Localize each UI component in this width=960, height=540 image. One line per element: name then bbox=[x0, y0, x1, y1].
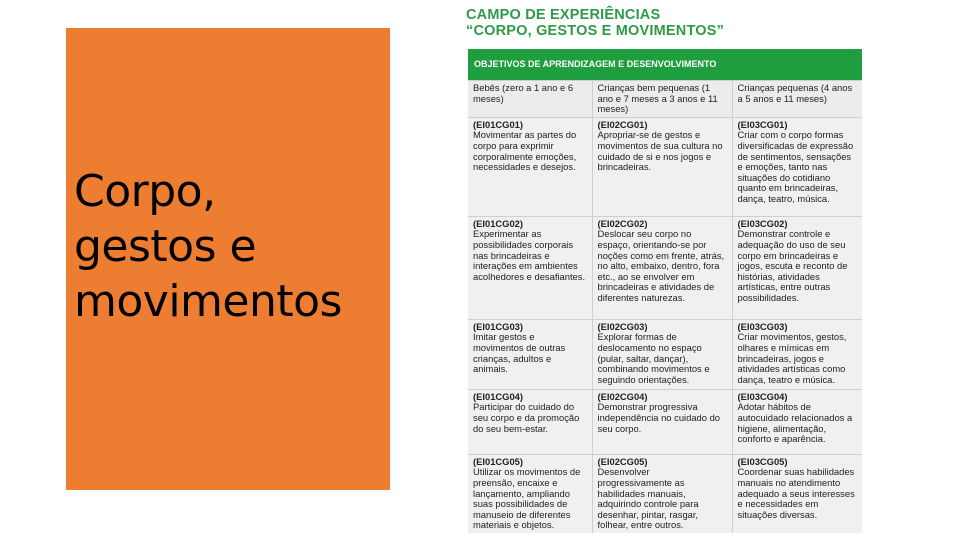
objective-code: (EI03CG04) bbox=[737, 390, 788, 402]
objective-code: (EI03CG05) bbox=[737, 455, 788, 467]
objective-text: Imitar gestos e movimentos de outras crianças, adultos e animais. bbox=[473, 331, 566, 375]
objective-cell bbox=[592, 454, 732, 533]
objective-cell bbox=[592, 117, 732, 216]
document-heading-line-1: CAMPO DE EXPERIÊNCIAS bbox=[466, 7, 661, 23]
objective-code: (EI01CG04) bbox=[473, 390, 524, 402]
objective-text: Experimentar as possibilidades corporais nas brincadeiras e interações em ambientes acolhedores e desafiantes. bbox=[473, 228, 586, 282]
objective-text: Apropriar-se de gestos e movimentos de sua cultura no cuidado de si e nos jogos e brincadeiras. bbox=[597, 129, 723, 173]
objective-code: (EI03CG03) bbox=[737, 320, 788, 332]
objective-text: Coordenar suas habilidades manuais no atendimento adequado a seus interesses e necessidades em situações diversas. bbox=[737, 466, 855, 520]
objective-cell bbox=[732, 216, 862, 319]
objective-text: Utilizar os movimentos de preensão, encaixe e lançamento, ampliando suas possibilidades de manuseio de diferentes materiais e objetos. bbox=[473, 466, 581, 531]
objective-code: (EI03CG01) bbox=[737, 118, 788, 130]
objective-code: (EI02CG02) bbox=[597, 217, 648, 229]
objective-text: Desenvolver progressivamente as habilidades manuais, adquirindo controle para desenhar, pintar, rasgar, folhear, entre outros. bbox=[597, 466, 699, 531]
objectives-table bbox=[468, 49, 862, 533]
table-row bbox=[468, 117, 862, 216]
slide-title-line-2: gestos e bbox=[74, 221, 257, 272]
table-row bbox=[468, 454, 862, 533]
age-group-babies: Bebês (zero a 1 ano e 6 meses) bbox=[468, 81, 592, 118]
objective-code: (EI02CG01) bbox=[597, 118, 648, 130]
objective-text: Explorar formas de deslocamento no espaço (pular, saltar, dançar), combinando movimentos e seguindo orientações. bbox=[597, 331, 710, 385]
objective-text: Criar com o corpo formas diversificadas de expressão de sentimentos, sensações e emoções, tanto nas situações do cotidiano quanto em brincadeiras, dança, teatro, música. bbox=[737, 129, 854, 204]
slide-title-line-3: movimentos bbox=[74, 276, 342, 327]
objective-code: (EI02CG03) bbox=[597, 320, 648, 332]
objective-cell bbox=[592, 216, 732, 319]
age-group-toddlers: Crianças bem pequenas (1 ano e 7 meses a 3 anos e 11 meses) bbox=[592, 81, 732, 118]
objective-text: Criar movimentos, gestos, olhares e mímicas em brincadeiras, jogos e atividades artísticas como dança, teatro e música. bbox=[737, 331, 847, 385]
age-group-row bbox=[468, 81, 862, 118]
table-row bbox=[468, 216, 862, 319]
objective-cell bbox=[468, 389, 592, 454]
age-group-young-children: Crianças pequenas (4 anos a 5 anos e 11 meses) bbox=[732, 81, 862, 118]
objective-code: (EI02CG04) bbox=[597, 390, 648, 402]
objective-code: (EI01CG01) bbox=[473, 118, 524, 130]
objective-cell bbox=[732, 319, 862, 389]
objective-cell bbox=[468, 117, 592, 216]
document-heading-line-2: “CORPO, GESTOS E MOVIMENTOS” bbox=[466, 22, 725, 39]
objective-cell bbox=[468, 216, 592, 319]
document-image bbox=[466, 8, 862, 39]
objective-text: Adotar hábitos de autocuidado relacionados a higiene, alimentação, conforto e aparência. bbox=[737, 401, 853, 445]
objective-code: (EI02CG05) bbox=[597, 455, 648, 467]
objective-text: Participar do cuidado do seu corpo e da promoção do seu bem-estar. bbox=[473, 401, 580, 434]
slide-title bbox=[74, 164, 386, 329]
objective-cell bbox=[732, 117, 862, 216]
table-row bbox=[468, 389, 862, 454]
objective-cell bbox=[592, 389, 732, 454]
table-banner: OBJETIVOS DE APRENDIZAGEM E DESENVOLVIMENTO bbox=[468, 49, 862, 81]
objective-cell bbox=[732, 454, 862, 533]
objective-code: (EI01CG02) bbox=[473, 217, 524, 229]
objective-text: Demonstrar progressiva independência no cuidado do seu corpo. bbox=[597, 401, 721, 434]
objective-cell bbox=[468, 319, 592, 389]
objective-code: (EI01CG05) bbox=[473, 455, 524, 467]
objective-cell bbox=[732, 389, 862, 454]
document-heading bbox=[466, 8, 862, 39]
objective-cell bbox=[468, 454, 592, 533]
objective-text: Movimentar as partes do corpo para exprimir corporalmente emoções, necessidades e desejos. bbox=[473, 129, 577, 173]
objective-text: Demonstrar controle e adequação do uso de seu corpo em brincadeiras e jogos, escuta e reconto de histórias, atividades artísticas, entre outras possibilidades. bbox=[737, 228, 848, 303]
objective-code: (EI01CG03) bbox=[473, 320, 524, 332]
slide-title-line-1: Corpo, bbox=[74, 166, 216, 217]
objective-code: (EI03CG02) bbox=[737, 217, 788, 229]
table-row bbox=[468, 319, 862, 389]
objective-text: Deslocar seu corpo no espaço, orientando-se por noções como em frente, atrás, no alto, embaixo, dentro, fora etc., ao se envolver em brincadeiras e atividades de diferentes naturezas. bbox=[597, 228, 725, 303]
objective-cell bbox=[592, 319, 732, 389]
